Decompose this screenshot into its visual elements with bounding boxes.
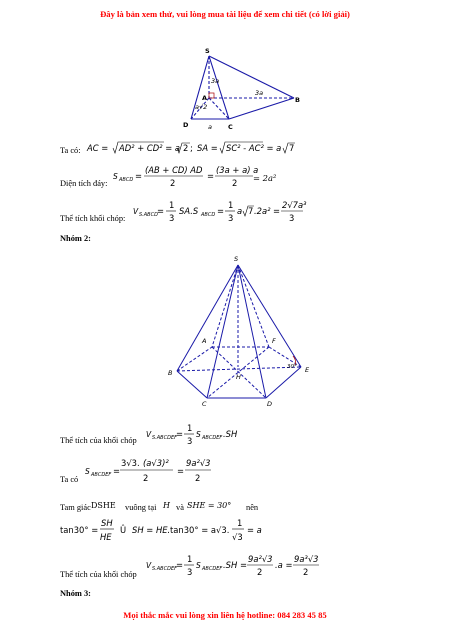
svg-text:(3a + a) a: (3a + a) a bbox=[216, 165, 259, 175]
svg-text:=: = bbox=[176, 429, 184, 439]
svg-text:9a²√3: 9a²√3 bbox=[186, 458, 211, 468]
svg-text:S: S bbox=[196, 430, 201, 439]
svg-text:HE: HE bbox=[100, 532, 112, 542]
svg-text:= 2a²: = 2a² bbox=[253, 173, 277, 183]
svg-text:=: = bbox=[177, 466, 185, 476]
svg-text:ABCD: ABCD bbox=[119, 177, 134, 183]
svg-text:V: V bbox=[146, 561, 152, 570]
svg-text:SH = HE.: SH = HE. bbox=[132, 525, 171, 535]
svg-text:7: 7 bbox=[248, 206, 254, 216]
formula-ac-sa bbox=[87, 139, 302, 157]
svg-text:AC =: AC = bbox=[87, 143, 109, 153]
svg-text:=: = bbox=[157, 206, 165, 216]
svg-text:.SH =: .SH = bbox=[223, 560, 247, 570]
svg-text:SC² - AC² = a: SC² - AC² = a bbox=[226, 143, 282, 153]
pyramid-figure-1 bbox=[175, 45, 310, 133]
svg-text:2: 2 bbox=[170, 178, 176, 188]
formula-volume-2 bbox=[146, 424, 246, 448]
svg-text:1: 1 bbox=[187, 423, 193, 433]
svg-text:3: 3 bbox=[187, 567, 193, 577]
hex-vertex-d: D bbox=[267, 400, 273, 408]
vertex-a-label: A bbox=[202, 94, 208, 102]
formula-volume-3 bbox=[146, 552, 326, 580]
svg-text:V: V bbox=[146, 430, 152, 439]
edge-dc-label: a bbox=[208, 123, 212, 131]
svg-text:ABCDEF: ABCDEF bbox=[202, 435, 223, 441]
hex-vertex-f: F bbox=[272, 337, 276, 345]
svg-text:.a =: .a = bbox=[275, 560, 293, 570]
svg-text:(a√3)²: (a√3)² bbox=[143, 458, 169, 468]
svg-text:1: 1 bbox=[237, 518, 243, 528]
svg-text:S.ABCDEF: S.ABCDEF bbox=[152, 566, 177, 572]
svg-text:V: V bbox=[133, 207, 139, 216]
formula-volume-1 bbox=[133, 199, 307, 227]
angle-she: SHE = 30° bbox=[187, 501, 232, 510]
svg-text:tan30° = a√3.: tan30° = a√3. bbox=[170, 525, 230, 535]
svg-text:3: 3 bbox=[169, 213, 175, 223]
svg-text:.2a²: .2a² bbox=[254, 206, 271, 216]
hex-vertex-b: B bbox=[168, 369, 173, 377]
svg-text:.SH: .SH bbox=[223, 429, 238, 439]
svg-text:AD² + CD² = a: AD² + CD² = a bbox=[119, 143, 181, 153]
vertex-d-label: D bbox=[183, 121, 189, 129]
svg-text:1: 1 bbox=[228, 200, 234, 210]
svg-text:=: = bbox=[217, 206, 225, 216]
svg-text:√3: √3 bbox=[232, 532, 243, 542]
svg-text:1: 1 bbox=[169, 200, 175, 210]
svg-text:tan30° =: tan30° = bbox=[60, 525, 99, 535]
line-ta-co-2: Ta có bbox=[60, 475, 79, 484]
svg-text:ABCDEF: ABCDEF bbox=[202, 566, 223, 572]
heading-nhom-2: Nhóm 2: bbox=[60, 234, 91, 243]
svg-text:S: S bbox=[85, 467, 90, 476]
vertex-s-label: S bbox=[205, 47, 210, 55]
svg-text:2√7a³: 2√7a³ bbox=[282, 200, 307, 210]
svg-text:SA.S: SA.S bbox=[179, 206, 199, 216]
svg-text:ABCD: ABCD bbox=[201, 212, 216, 218]
svg-text:Û: Û bbox=[120, 525, 127, 535]
formula-area-hexagon bbox=[85, 455, 215, 485]
svg-text:=: = bbox=[113, 466, 121, 476]
edge-ad-label: a√2 bbox=[195, 103, 208, 111]
line-dien-tich-day: Diện tích đáy: bbox=[60, 179, 108, 188]
edge-ab-label: 3a bbox=[255, 89, 264, 97]
formula-area-result bbox=[253, 172, 283, 186]
svg-text:=: = bbox=[273, 206, 281, 216]
vertex-c-label: C bbox=[228, 123, 233, 131]
svg-text:2: 2 bbox=[257, 567, 263, 577]
svg-text:7: 7 bbox=[289, 143, 295, 153]
svg-text:S: S bbox=[113, 172, 118, 181]
text-nen: nên bbox=[246, 503, 259, 512]
svg-text:SH: SH bbox=[101, 518, 113, 528]
svg-text:S.ABCD: S.ABCD bbox=[139, 212, 158, 218]
triangle-dshe: DSHE bbox=[91, 501, 116, 510]
svg-text:=: = bbox=[135, 171, 143, 181]
heading-nhom-3: Nhóm 3: bbox=[60, 589, 91, 598]
hex-vertex-s: S bbox=[234, 255, 239, 263]
svg-text:3: 3 bbox=[289, 213, 295, 223]
svg-text:2: 2 bbox=[303, 567, 309, 577]
svg-text:;: ; bbox=[190, 143, 193, 153]
svg-text:SA =: SA = bbox=[197, 143, 218, 153]
point-h: H bbox=[163, 501, 170, 510]
svg-text:=: = bbox=[207, 171, 215, 181]
line-tam-giac: Tam giác bbox=[60, 503, 91, 512]
svg-text:2: 2 bbox=[232, 178, 238, 188]
svg-text:3: 3 bbox=[187, 436, 193, 446]
formula-area-abcd bbox=[113, 163, 259, 191]
pyramid-figure-2 bbox=[165, 252, 325, 407]
line-ta-co-1: Ta có: bbox=[60, 146, 81, 155]
svg-text:9a²√3: 9a²√3 bbox=[248, 554, 273, 564]
edge-sa-label: 3a bbox=[211, 77, 220, 85]
svg-text:3: 3 bbox=[228, 213, 234, 223]
formula-tan30 bbox=[60, 515, 262, 545]
svg-text:(AB + CD) AD: (AB + CD) AD bbox=[145, 165, 203, 175]
vertex-b-label: B bbox=[295, 96, 300, 104]
svg-text:ABCDEF: ABCDEF bbox=[91, 472, 112, 478]
svg-text:= a: = a bbox=[247, 525, 262, 535]
svg-text:S.ABCDEF: S.ABCDEF bbox=[152, 435, 177, 441]
hex-vertex-c: C bbox=[202, 400, 207, 408]
hex-angle-label: 30° bbox=[287, 364, 297, 370]
preview-banner: Đây là bản xem thử, vui lòng mua tài liệu để xem chi tiết (có lời giải) bbox=[100, 9, 350, 19]
svg-text:3√3.: 3√3. bbox=[121, 458, 140, 468]
hex-vertex-a: A bbox=[202, 337, 207, 345]
svg-text:=: = bbox=[176, 560, 184, 570]
svg-text:2: 2 bbox=[143, 473, 149, 483]
line-the-tich-2: Thể tích của khối chóp bbox=[60, 436, 137, 445]
hex-vertex-e: E bbox=[305, 366, 310, 374]
hotline-footer: Mọi thắc mắc vui lòng xin liên hệ hotline: 084 283 45 85 bbox=[123, 610, 327, 620]
svg-text:2: 2 bbox=[195, 473, 201, 483]
line-the-tich-1: Thể tích khối chóp: bbox=[60, 214, 126, 223]
svg-text:1: 1 bbox=[187, 554, 193, 564]
svg-text:S: S bbox=[196, 561, 201, 570]
hex-vertex-h: H bbox=[236, 373, 241, 381]
svg-text:9a³√3: 9a³√3 bbox=[294, 554, 319, 564]
text-vuong-tai: vuông tại bbox=[125, 503, 157, 512]
svg-text:a: a bbox=[237, 206, 243, 216]
svg-text:2: 2 bbox=[183, 143, 189, 153]
line-the-tich-3: Thể tích của khối chóp bbox=[60, 570, 137, 579]
text-va: và bbox=[176, 503, 184, 512]
